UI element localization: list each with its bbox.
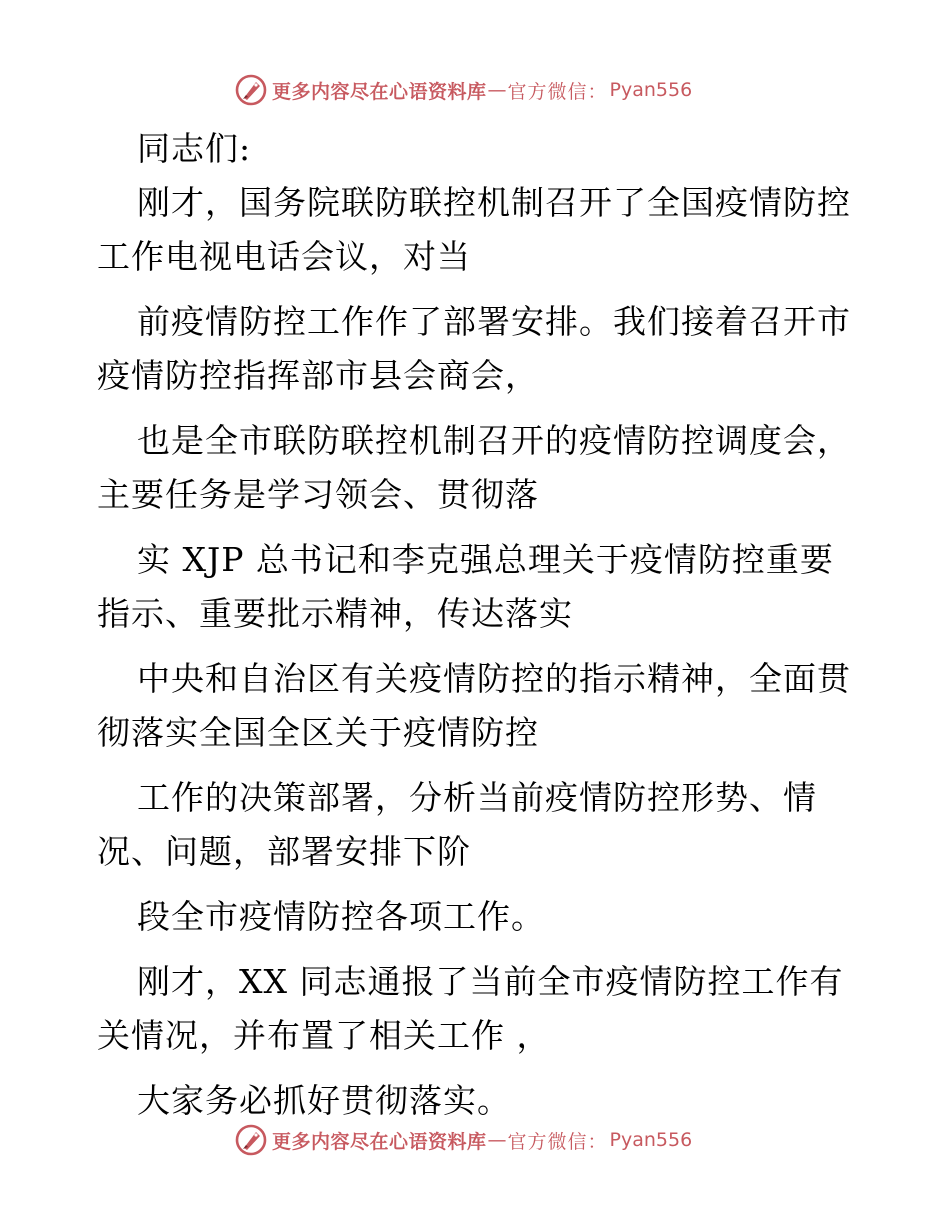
watermark-dash: — bbox=[487, 79, 507, 101]
paragraph-line: 工作的决策部署，分析当前疫情防控形势、情 bbox=[137, 778, 817, 817]
paragraph-line: 大家务必抓好贯彻落实。 bbox=[137, 1081, 511, 1120]
footer-watermark bbox=[234, 1123, 692, 1157]
paragraph-line: 实 XJP 总书记和李克强总理关于疫情防控重要 bbox=[137, 540, 834, 579]
watermark-wechat-label: 官方微信： bbox=[507, 1130, 608, 1153]
watermark-wechat-label: 官方微信： bbox=[507, 80, 608, 103]
watermark-dash: — bbox=[487, 1129, 507, 1151]
document-body bbox=[97, 122, 867, 1128]
paragraph-line: 刚才，XX 同志通报了当前全市疫情防控工作有 bbox=[137, 962, 844, 1001]
paragraph-line: 前疫情防控工作作了部署安排。我们接着召开市 bbox=[137, 302, 851, 341]
paragraph-line: 况、问题，部署安排下阶 bbox=[97, 832, 471, 871]
paragraph-line: 段全市疫情防控各项工作。 bbox=[137, 897, 545, 936]
paragraph-line: 工作电视电话会议，对当 bbox=[97, 237, 471, 276]
pen-nib-logo-icon bbox=[234, 1123, 268, 1157]
watermark-wechat-id: Pyan556 bbox=[609, 1129, 693, 1151]
watermark-wechat-id: Pyan556 bbox=[609, 79, 693, 101]
paragraph-line: 中央和自治区有关疫情防控的指示精神，全面贯 bbox=[137, 659, 851, 698]
paragraph-line: 主要任务是学习领会、贯彻落 bbox=[97, 475, 539, 514]
pen-nib-logo-icon bbox=[234, 73, 268, 107]
paragraph-line: 也是全市联防联控机制召开的疫情防控调度会， bbox=[137, 421, 851, 460]
salutation-line: 同志们: bbox=[137, 129, 252, 168]
paragraph-line: 刚才，国务院联防联控机制召开了全国疫情防控 bbox=[137, 183, 851, 222]
paragraph-line: 疫情防控指挥部市县会商会， bbox=[97, 356, 539, 395]
paragraph-line: 彻落实全国全区关于疫情防控 bbox=[97, 713, 539, 752]
watermark-brand-text: 更多内容尽在心语资料库 bbox=[272, 1130, 487, 1153]
paragraph-line: 指示、重要批示精神，传达落实 bbox=[97, 594, 573, 633]
header-watermark bbox=[234, 73, 692, 107]
paragraph-line: 关情况，并布置了相关工作 ， bbox=[97, 1016, 551, 1055]
watermark-brand-text: 更多内容尽在心语资料库 bbox=[272, 80, 487, 103]
